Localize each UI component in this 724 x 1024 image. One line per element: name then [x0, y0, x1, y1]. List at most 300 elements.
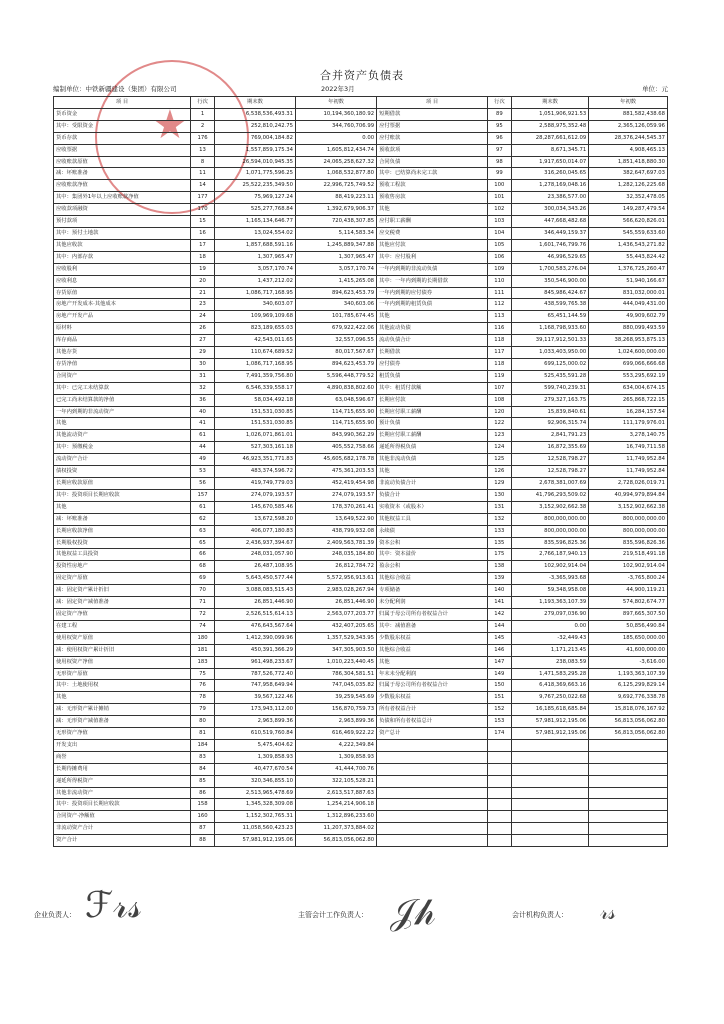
table-cell: 1,857,688,591.16 [214, 239, 295, 251]
table-cell [487, 835, 511, 847]
table-cell: 其中：投资项目长期应收款 [54, 489, 191, 501]
table-cell [377, 763, 488, 775]
table-cell: 长期应收款原值 [54, 478, 191, 490]
table-cell: 720,438,307.85 [296, 216, 377, 228]
table-cell: 475,361,203.53 [296, 466, 377, 478]
table-row [54, 406, 668, 418]
table-cell [377, 835, 488, 847]
table-cell: 49 [191, 454, 215, 466]
table-cell: 145 [487, 632, 511, 644]
table-cell: 其他权益工具投资 [54, 549, 191, 561]
table-cell: 3,057,170.74 [296, 263, 377, 275]
table-cell: 152 [487, 704, 511, 716]
table-cell: 141 [487, 597, 511, 609]
table-cell: 146 [487, 644, 511, 656]
table-row [54, 239, 668, 251]
table-cell: 72 [191, 608, 215, 620]
table-cell: 1,392,679,906.37 [296, 204, 377, 216]
table-cell [487, 751, 511, 763]
table-row [54, 763, 668, 775]
table-cell: 130 [487, 489, 511, 501]
table-cell: 88,419,223.11 [296, 192, 377, 204]
table-cell: 永续债 [377, 525, 488, 537]
table-cell: 6,546,339,558.17 [214, 382, 295, 394]
table-cell: 其他应收款 [54, 239, 191, 251]
table-cell: 1,309,858.93 [296, 751, 377, 763]
table-cell: 174 [487, 728, 511, 740]
table-cell: 444,049,431.00 [589, 299, 668, 311]
table-cell: 23 [191, 299, 215, 311]
table-cell: 177 [191, 192, 215, 204]
table-cell: 151 [487, 692, 511, 704]
table-cell [589, 751, 668, 763]
table-cell: 14 [191, 180, 215, 192]
table-cell: 其他 [54, 501, 191, 513]
table-cell: 3,088,083,515.43 [214, 585, 295, 597]
table-cell: 450,391,366.29 [214, 644, 295, 656]
table-header-row [54, 97, 668, 109]
accounting-head-signature-label: 主管会计工作负责人： [298, 911, 368, 919]
table-cell: 123 [487, 430, 511, 442]
table-cell: 1,312,896,233.60 [296, 811, 377, 823]
table-cell: 800,000,000.00 [511, 525, 588, 537]
table-cell: 5,643,450,577.44 [214, 573, 295, 585]
table-cell: 预收售房款 [377, 192, 488, 204]
table-cell: 145,670,585.46 [214, 501, 295, 513]
table-cell: 40 [191, 406, 215, 418]
table-cell: 184 [191, 739, 215, 751]
table-cell: 13,024,554.02 [214, 227, 295, 239]
table-cell: 173,943,112.00 [214, 704, 295, 716]
table-cell: 32 [191, 382, 215, 394]
table-cell: 81 [191, 728, 215, 740]
table-cell: 一年内到期的非流动负债 [377, 263, 488, 275]
table-cell: 176 [191, 132, 215, 144]
table-cell: 1,437,212.02 [214, 275, 295, 287]
table-row [54, 692, 668, 704]
table-cell: 545,559,633.60 [589, 227, 668, 239]
table-cell: 1,376,725,260.47 [589, 263, 668, 275]
table-cell: 债权投资 [54, 466, 191, 478]
table-cell: 114,715,655.90 [296, 406, 377, 418]
table-cell: 2,613,517,887.63 [296, 787, 377, 799]
table-cell: 1,278,169,048.16 [511, 180, 588, 192]
table-cell: 39,117,912,501.33 [511, 335, 588, 347]
table-cell: 63 [191, 525, 215, 537]
table-cell: 其他非流动负债 [377, 454, 488, 466]
table-cell: 135 [487, 537, 511, 549]
table-cell [377, 799, 488, 811]
table-cell: -3,365,993.68 [511, 573, 588, 585]
table-row [54, 489, 668, 501]
org-label: 编制单位：中铁新疆建设（集团）有限公司 [53, 85, 177, 93]
table-cell [589, 799, 668, 811]
table-cell: 应收款项融资 [54, 204, 191, 216]
table-cell: 1,307,965.47 [214, 251, 295, 263]
table-cell: 279,327,163.75 [511, 394, 588, 406]
table-row [54, 216, 668, 228]
table-cell: 274,079,193.57 [214, 489, 295, 501]
table-cell: 610,519,760.84 [214, 728, 295, 740]
table-cell: 835,596,826.36 [589, 537, 668, 549]
table-cell: 100 [487, 180, 511, 192]
table-cell: 350,546,900.00 [511, 275, 588, 287]
table-row [54, 585, 668, 597]
table-cell: 负债合计 [377, 489, 488, 501]
table-cell: 153 [487, 716, 511, 728]
table-cell: 实收资本（或股本） [377, 501, 488, 513]
table-cell [589, 763, 668, 775]
table-cell: 109 [487, 263, 511, 275]
table-cell: 183 [191, 656, 215, 668]
handwritten-signature-3: 𝓇𝓈 [600, 900, 616, 924]
table-cell: 2,563,077,203.77 [296, 608, 377, 620]
table-cell: 2,678,381,007.69 [511, 478, 588, 490]
table-cell: 11 [191, 168, 215, 180]
table-cell: 880,099,493.59 [589, 323, 668, 335]
table-cell: 405,552,758.66 [296, 442, 377, 454]
table-cell: 其他流动负债 [377, 323, 488, 335]
table-cell: 2 [191, 120, 215, 132]
table-cell: 56 [191, 478, 215, 490]
table-cell: 15,839,840.61 [511, 406, 588, 418]
table-cell: 101 [487, 192, 511, 204]
table-cell: 75,969,127.24 [214, 192, 295, 204]
table-cell: 资本公积 [377, 537, 488, 549]
table-cell: 41,444,700.76 [296, 763, 377, 775]
table-cell: 其他综合收益 [377, 573, 488, 585]
table-cell: 40,994,979,894.84 [589, 489, 668, 501]
table-cell: 118 [487, 358, 511, 370]
table-cell: 483,374,596.72 [214, 466, 295, 478]
column-header: 项 目 [54, 97, 191, 109]
table-row [54, 751, 668, 763]
table-cell: 109,969,109.68 [214, 311, 295, 323]
table-cell: 382,647,697.03 [589, 168, 668, 180]
table-cell: 22,996,725,749.52 [296, 180, 377, 192]
table-cell: 应付债券 [377, 358, 488, 370]
table-cell: 4,908,465.13 [589, 144, 668, 156]
table-cell: 其中：一年内到期的长期借款 [377, 275, 488, 287]
table-row [54, 620, 668, 632]
table-row [54, 132, 668, 144]
table-cell: 1,086,717,168.95 [214, 287, 295, 299]
table-row [54, 513, 668, 525]
table-cell: 102,902,914.04 [511, 561, 588, 573]
table-cell: 112 [487, 299, 511, 311]
table-cell: 26,812,784.72 [296, 561, 377, 573]
table-cell: 2,588,975,352.48 [511, 120, 588, 132]
table-cell [589, 775, 668, 787]
table-cell: 16,749,711.58 [589, 442, 668, 454]
table-cell: 1,026,071,861.01 [214, 430, 295, 442]
table-cell: 300,034,343.26 [511, 204, 588, 216]
table-cell: 80 [191, 716, 215, 728]
table-cell: 133 [487, 525, 511, 537]
table-row [54, 549, 668, 561]
table-cell [511, 739, 588, 751]
table-cell: 原材料 [54, 323, 191, 335]
table-cell: 长期应收款净值 [54, 525, 191, 537]
table-cell: 29 [191, 347, 215, 359]
table-row [54, 680, 668, 692]
table-row [54, 775, 668, 787]
table-cell: 减：固定资产累计折旧 [54, 585, 191, 597]
table-cell: 一年内到期的应付债券 [377, 287, 488, 299]
table-cell: 1,700,583,276.04 [511, 263, 588, 275]
table-cell: 其中：土地使用权 [54, 680, 191, 692]
table-cell: 11,058,560,423.23 [214, 823, 295, 835]
table-cell: 长期股权投资 [54, 537, 191, 549]
table-cell: 减：无形资产累计摊销 [54, 704, 191, 716]
table-row [54, 108, 668, 120]
table-cell: 2,841,791.23 [511, 430, 588, 442]
table-cell: 长期应付职工薪酬 [377, 406, 488, 418]
table-cell: 85 [191, 775, 215, 787]
table-cell: 无形资产净值 [54, 728, 191, 740]
table-cell: 1,086,717,168.95 [214, 358, 295, 370]
table-cell: 61 [191, 430, 215, 442]
table-cell: 178,370,261.41 [296, 501, 377, 513]
table-cell: 747,045,035.82 [296, 680, 377, 692]
table-cell: 减：无形资产减值准备 [54, 716, 191, 728]
table-cell: 831,032,000.01 [589, 287, 668, 299]
table-cell [589, 823, 668, 835]
table-cell: 800,000,000.00 [589, 525, 668, 537]
table-cell: 0.00 [511, 620, 588, 632]
table-cell [511, 751, 588, 763]
table-cell: 102,902,914.04 [589, 561, 668, 573]
table-cell: 76 [191, 680, 215, 692]
table-cell: 41 [191, 418, 215, 430]
table-row [54, 728, 668, 740]
table-cell [511, 811, 588, 823]
table-cell: 无形资产原值 [54, 668, 191, 680]
table-cell: 180 [191, 632, 215, 644]
table-cell: 少数股东权益 [377, 692, 488, 704]
table-row [54, 739, 668, 751]
table-cell: 盈余公积 [377, 561, 488, 573]
table-cell: 3,278,140.75 [589, 430, 668, 442]
table-cell: 63,048,596.67 [296, 394, 377, 406]
table-cell: 65 [191, 537, 215, 549]
table-cell: 62 [191, 513, 215, 525]
table-cell: 1,557,859,175.34 [214, 144, 295, 156]
table-cell: 4,222,349.84 [296, 739, 377, 751]
table-cell [511, 763, 588, 775]
table-cell: 合同负债 [377, 156, 488, 168]
table-cell [377, 811, 488, 823]
table-cell: 897,665,307.50 [589, 608, 668, 620]
table-cell: 应收利息 [54, 275, 191, 287]
table-cell: 49,909,602.79 [589, 311, 668, 323]
table-cell: 419,749,779.03 [214, 478, 295, 490]
unit-label: 单位：元 [642, 85, 668, 93]
table-cell: 219,518,491.18 [589, 549, 668, 561]
table-cell: 26 [191, 323, 215, 335]
table-cell: 27 [191, 335, 215, 347]
table-cell: 92,906,315.74 [511, 418, 588, 430]
table-cell: 负债和所有者权益总计 [377, 716, 488, 728]
table-cell: 835,596,825.36 [511, 537, 588, 549]
table-cell: 616,469,922.22 [296, 728, 377, 740]
table-cell: 6,418,369,663.16 [511, 680, 588, 692]
table-cell: 132 [487, 513, 511, 525]
table-cell: 应收账款原值 [54, 156, 191, 168]
table-cell: 1,601,746,799.76 [511, 239, 588, 251]
table-row [54, 370, 668, 382]
table-cell [487, 823, 511, 835]
table-cell: 其中：减值准备 [377, 620, 488, 632]
table-cell: 65,451,144.59 [511, 311, 588, 323]
table-cell: 248,035,184.80 [296, 549, 377, 561]
table-cell: 279,097,036.90 [511, 608, 588, 620]
table-cell: 86 [191, 787, 215, 799]
table-cell: 少数股东权益 [377, 632, 488, 644]
column-header: 期末数 [511, 97, 588, 109]
table-cell: 其他流动资产 [54, 430, 191, 442]
table-cell: 252,810,242.75 [214, 120, 295, 132]
table-cell: 699,125,000.02 [511, 358, 588, 370]
table-cell: 406,077,180.83 [214, 525, 295, 537]
table-cell: 89 [487, 108, 511, 120]
table-cell: 租赁负债 [377, 370, 488, 382]
table-cell: 11,749,952.84 [589, 466, 668, 478]
table-cell: 103 [487, 216, 511, 228]
table-cell: 非流动资产合计 [54, 823, 191, 835]
table-cell [487, 739, 511, 751]
table-cell: -3,765,800.24 [589, 573, 668, 585]
table-cell: 476,643,567.64 [214, 620, 295, 632]
table-cell: 8 [191, 156, 215, 168]
table-cell: 138 [487, 561, 511, 573]
table-cell: 其他存货 [54, 347, 191, 359]
table-row [54, 251, 668, 263]
table-cell: 其中：已完工未结算款 [54, 382, 191, 394]
table-cell: 274,079,193.57 [296, 489, 377, 501]
table-cell: 316,260,045.65 [511, 168, 588, 180]
table-cell: 减：固定资产减值准备 [54, 597, 191, 609]
table-cell [511, 799, 588, 811]
table-cell: 1 [191, 108, 215, 120]
table-cell [377, 739, 488, 751]
table-cell: 其中：内部存款 [54, 251, 191, 263]
table-cell: 46,923,351,771.83 [214, 454, 295, 466]
table-cell: 预收款项 [377, 144, 488, 156]
table-row [54, 430, 668, 442]
table-cell: 96 [487, 132, 511, 144]
table-cell [511, 835, 588, 847]
table-cell: 525,435,591.28 [511, 370, 588, 382]
table-cell: 长期应付职工薪酬 [377, 430, 488, 442]
table-cell: 流动资产合计 [54, 454, 191, 466]
table-cell: 36 [191, 394, 215, 406]
table-cell: 3,152,902,662.38 [511, 501, 588, 513]
column-header: 年初数 [589, 97, 668, 109]
table-cell: 95 [487, 120, 511, 132]
table-cell: 15,818,076,167.92 [589, 704, 668, 716]
table-cell: -3,616.00 [589, 656, 668, 668]
table-cell: 递延所得税负债 [377, 442, 488, 454]
table-cell: 货币存款 [54, 132, 191, 144]
table-cell: 101,785,674.45 [296, 311, 377, 323]
table-cell: 175 [487, 549, 511, 561]
table-cell: 88 [191, 835, 215, 847]
table-cell: 144 [487, 620, 511, 632]
table-cell: 长期借款 [377, 347, 488, 359]
handwritten-signature-1: ℱ𝓇𝓈 [85, 885, 142, 926]
table-row [54, 168, 668, 180]
table-cell: 151,531,030.85 [214, 418, 295, 430]
table-row [54, 263, 668, 275]
table-cell: 1,193,363,107.39 [511, 597, 588, 609]
table-cell: 2,365,126,059.96 [589, 120, 668, 132]
table-cell: 24,065,258,627.32 [296, 156, 377, 168]
table-cell: 其他 [54, 418, 191, 430]
table-cell: 599,740,239.31 [511, 382, 588, 394]
table-cell: 111,179,976.01 [589, 418, 668, 430]
table-row [54, 478, 668, 490]
table-cell: 7,491,359,756.80 [214, 370, 295, 382]
table-cell: 452,419,454.98 [296, 478, 377, 490]
table-row [54, 799, 668, 811]
table-cell: 61 [191, 501, 215, 513]
table-cell: 438,599,765.38 [511, 299, 588, 311]
table-cell: 151,531,030.85 [214, 406, 295, 418]
table-cell: 1,168,798,933.60 [511, 323, 588, 335]
table-cell: 6,538,536,493.31 [214, 108, 295, 120]
column-header: 期末数 [214, 97, 295, 109]
table-cell: 140 [487, 585, 511, 597]
table-cell: 2,436,937,394.67 [214, 537, 295, 549]
table-row [54, 632, 668, 644]
table-cell: 139 [487, 573, 511, 585]
table-cell: 32,352,478.05 [589, 192, 668, 204]
table-cell: 66 [191, 549, 215, 561]
column-header: 行次 [487, 97, 511, 109]
table-cell: 1,412,390,099.96 [214, 632, 295, 644]
table-cell: 170 [191, 204, 215, 216]
table-cell: 减：坏账准备 [54, 168, 191, 180]
table-row [54, 204, 668, 216]
table-cell: 2,963,899.36 [296, 716, 377, 728]
table-cell: 2,766,187,940.13 [511, 549, 588, 561]
table-cell: 合同资产 [54, 370, 191, 382]
table-cell: 2,526,515,614.13 [214, 608, 295, 620]
table-cell: 105 [487, 239, 511, 251]
table-cell: 438,799,932.08 [296, 525, 377, 537]
table-cell: 其他 [54, 692, 191, 704]
company-seal: ★ [95, 60, 249, 214]
table-cell: 1,165,134,646.77 [214, 216, 295, 228]
table-cell: 9,767,250,022.68 [511, 692, 588, 704]
table-cell: 99 [487, 168, 511, 180]
table-cell: 124 [487, 442, 511, 454]
table-cell: 使用权资产原值 [54, 632, 191, 644]
table-row [54, 311, 668, 323]
table-cell: 114,715,655.90 [296, 418, 377, 430]
table-cell: 527,303,161.18 [214, 442, 295, 454]
table-cell: 1,071,775,596.25 [214, 168, 295, 180]
table-cell: 预收工程款 [377, 180, 488, 192]
table-cell: 17 [191, 239, 215, 251]
table-cell: 106 [487, 251, 511, 263]
table-cell: 26,594,010,945.35 [214, 156, 295, 168]
table-cell: 69 [191, 573, 215, 585]
table-cell: 3,152,902,662.38 [589, 501, 668, 513]
table-row [54, 835, 668, 847]
table-cell: 预计负债 [377, 418, 488, 430]
